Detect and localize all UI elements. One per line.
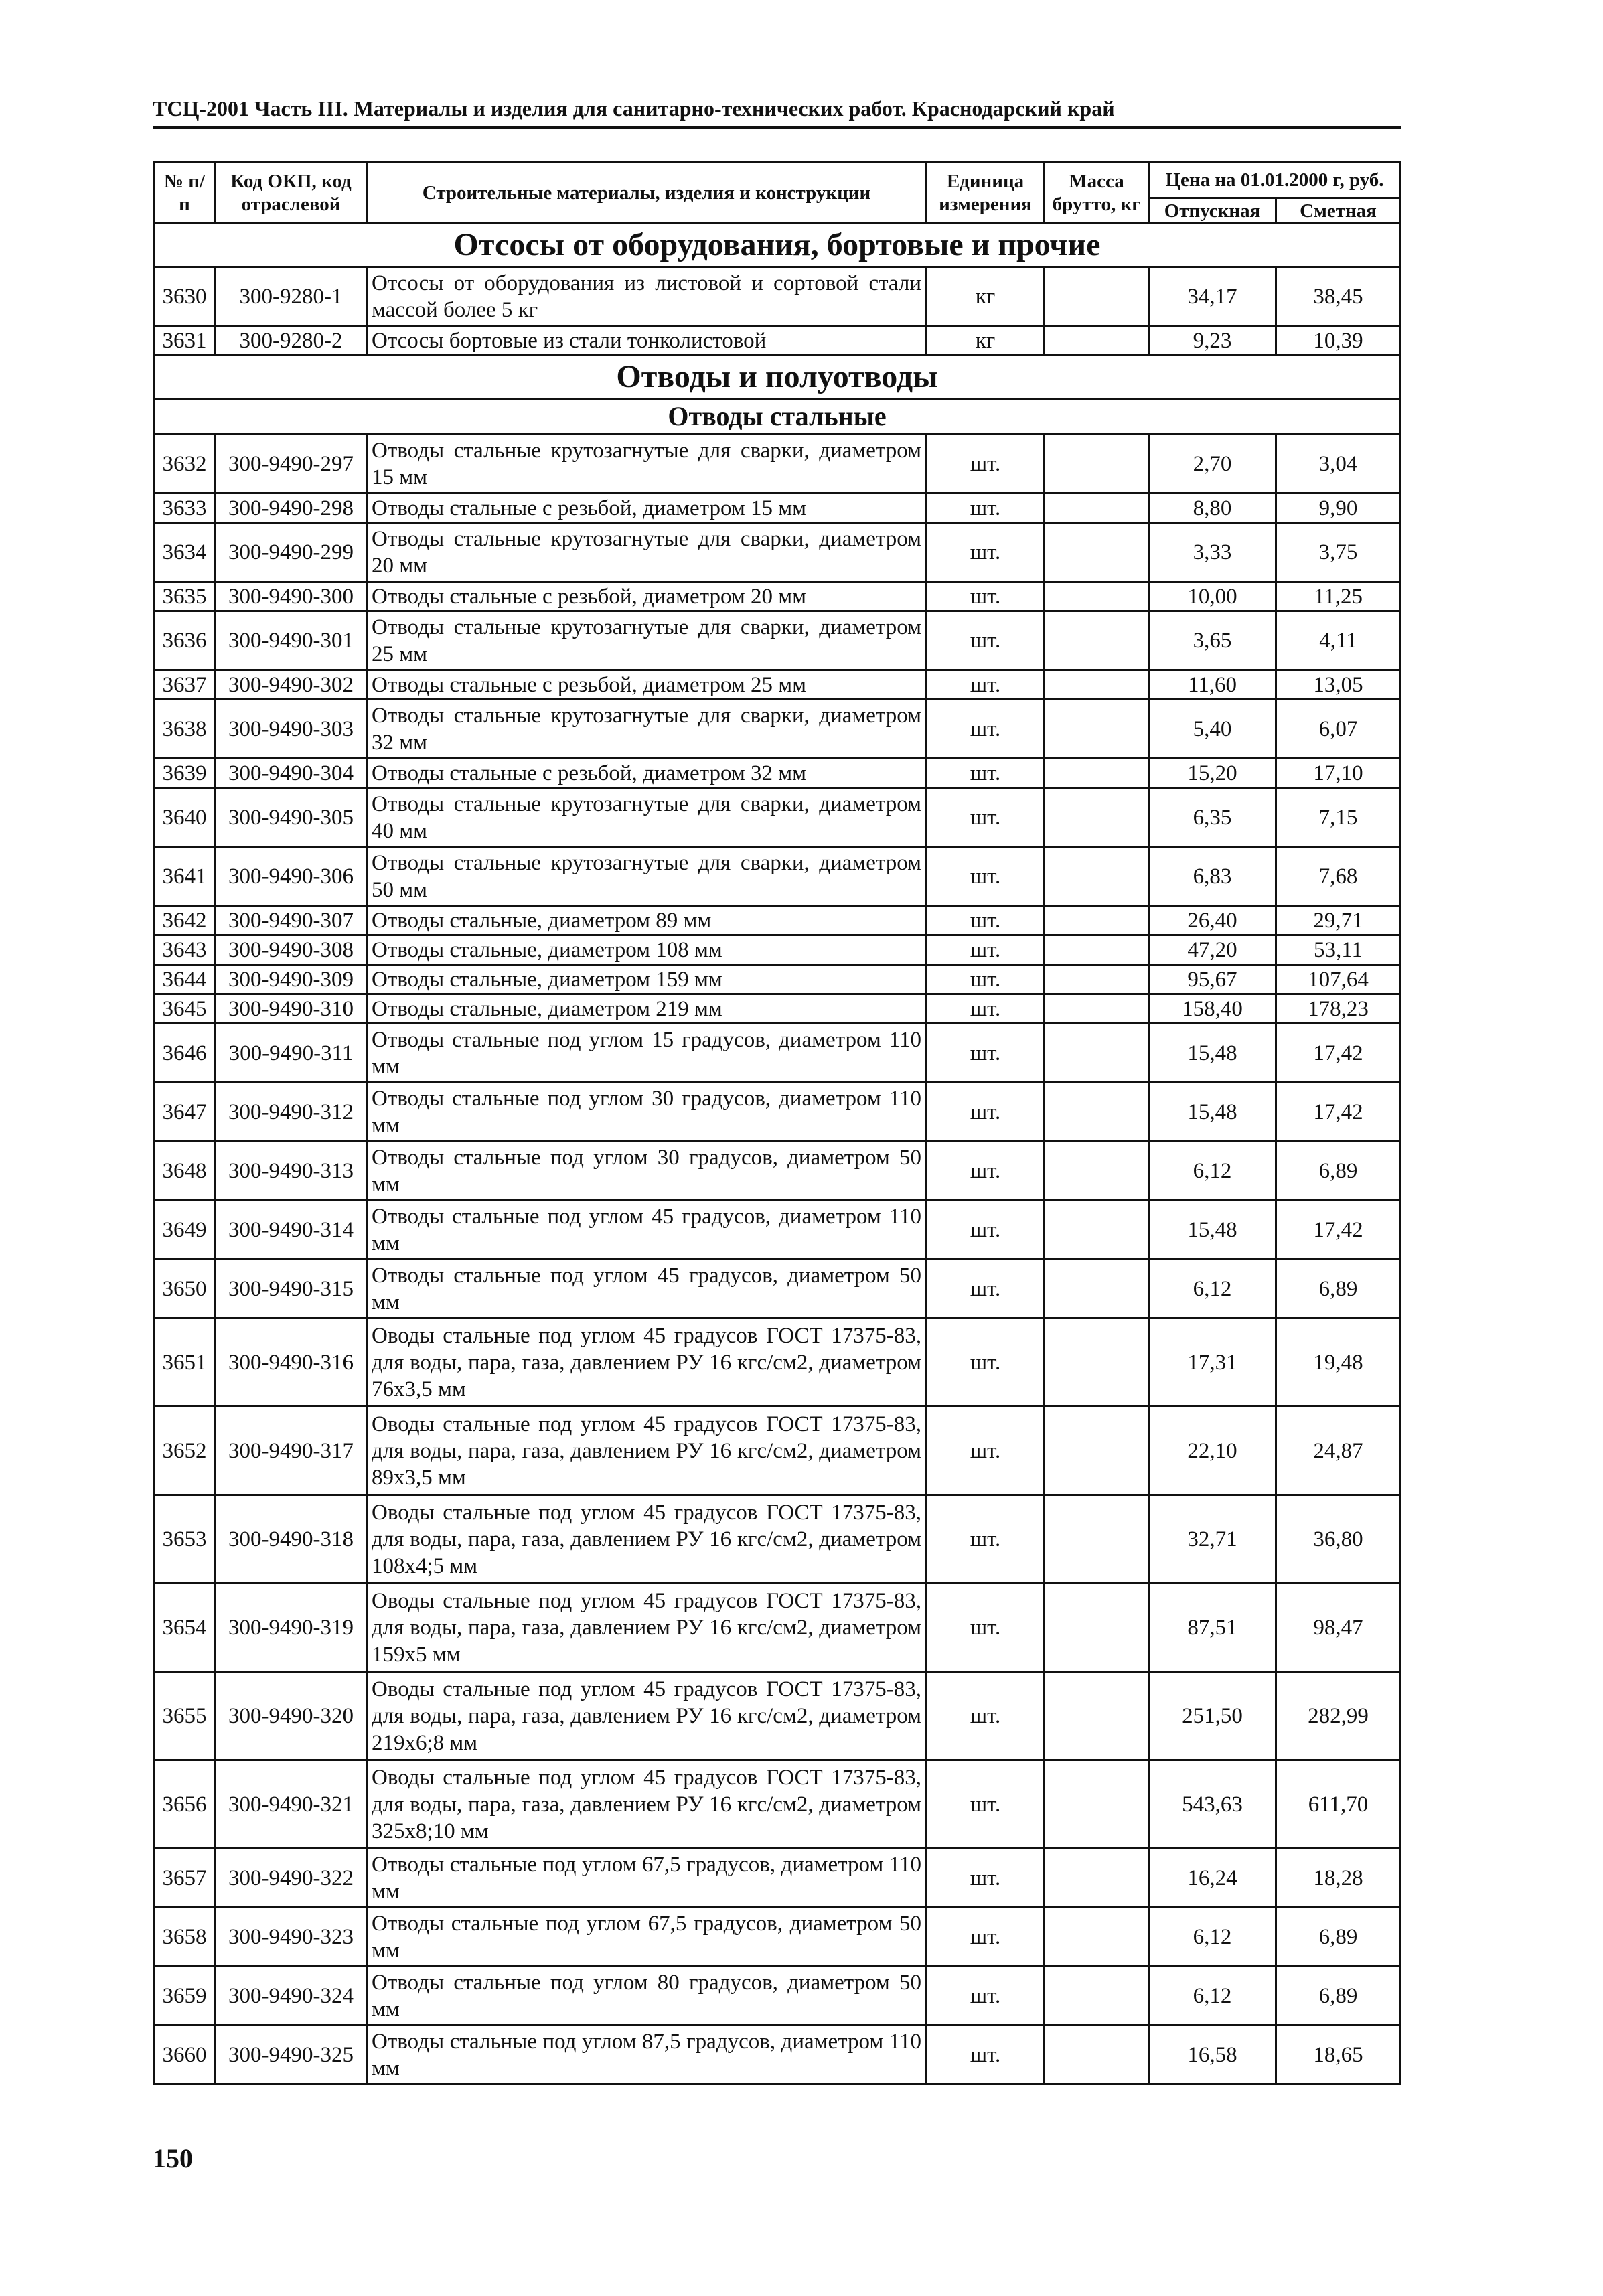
table-row — [154, 523, 1401, 582]
row-unit: шт. — [927, 493, 1045, 523]
table-row — [154, 1672, 1401, 1760]
row-price-estimate: 11,25 — [1276, 582, 1401, 611]
table-row — [154, 1201, 1401, 1259]
row-number: 3633 — [154, 493, 216, 523]
row-unit: шт. — [927, 906, 1045, 935]
row-price-release: 95,67 — [1149, 965, 1276, 994]
table-row — [154, 1142, 1401, 1201]
row-name: Оводы стальные под углом 45 градусов ГОСТ 17375-83, для воды, пара, газа, давлением РУ 16 кгс/см2, диаметром 325х8;10 мм — [367, 1760, 927, 1849]
row-mass — [1045, 611, 1149, 670]
row-unit: шт. — [927, 1849, 1045, 1908]
row-number: 3655 — [154, 1672, 216, 1760]
table-row — [154, 1584, 1401, 1672]
row-mass — [1045, 700, 1149, 759]
table-row — [154, 700, 1401, 759]
row-mass — [1045, 1672, 1149, 1760]
table-row — [154, 847, 1401, 906]
row-name: Отводы стальные крутозагнутые для сварки, диаметром 40 мм — [367, 788, 927, 847]
row-name: Отводы стальные под углом 45 градусов, диаметром 50 мм — [367, 1259, 927, 1318]
row-unit: шт. — [927, 670, 1045, 700]
row-price-estimate: 611,70 — [1276, 1760, 1401, 1849]
row-price-release: 6,12 — [1149, 1908, 1276, 1967]
row-mass — [1045, 1908, 1149, 1967]
row-price-release: 8,80 — [1149, 493, 1276, 523]
row-name: Отводы стальные под углом 67,5 градусов, диаметром 110 мм — [367, 1849, 927, 1908]
table-row — [154, 326, 1401, 356]
row-price-estimate: 4,11 — [1276, 611, 1401, 670]
row-mass — [1045, 1967, 1149, 2025]
table-row — [154, 670, 1401, 700]
row-code: 300-9490-297 — [216, 435, 367, 493]
row-code: 300-9490-324 — [216, 1967, 367, 2025]
row-unit: шт. — [927, 700, 1045, 759]
row-unit: шт. — [927, 1201, 1045, 1259]
row-unit: шт. — [927, 1142, 1045, 1201]
row-price-release: 6,12 — [1149, 1967, 1276, 2025]
section-title-otvody-row — [154, 356, 1401, 399]
row-name: Отводы стальные под углом 45 градусов, диаметром 110 мм — [367, 1201, 927, 1259]
row-price-release: 3,33 — [1149, 523, 1276, 582]
row-code: 300-9490-312 — [216, 1083, 367, 1142]
row-price-release: 2,70 — [1149, 435, 1276, 493]
row-number: 3649 — [154, 1201, 216, 1259]
row-name: Отсосы бортовые из стали тонколистовой — [367, 326, 927, 356]
row-price-estimate: 19,48 — [1276, 1318, 1401, 1407]
row-number: 3646 — [154, 1024, 216, 1083]
row-unit: шт. — [927, 1584, 1045, 1672]
row-number: 3652 — [154, 1407, 216, 1495]
row-price-estimate: 98,47 — [1276, 1584, 1401, 1672]
row-name: Отводы стальные крутозагнутые для сварки, диаметром 50 мм — [367, 847, 927, 906]
row-price-estimate: 18,28 — [1276, 1849, 1401, 1908]
row-name: Отсосы от оборудования из листовой и сортовой стали массой более 5 кг — [367, 267, 927, 326]
row-price-release: 32,71 — [1149, 1495, 1276, 1584]
table-row — [154, 1849, 1401, 1908]
subsection-title-otvody-stalnye: Отводы стальные — [154, 399, 1401, 435]
row-code: 300-9490-315 — [216, 1259, 367, 1318]
page-number: 150 — [153, 2143, 193, 2173]
row-price-release: 543,63 — [1149, 1760, 1276, 1849]
row-name: Отводы стальные с резьбой, диаметром 20 мм — [367, 582, 927, 611]
row-name: Отводы стальные крутозагнутые для сварки, диаметром 32 мм — [367, 700, 927, 759]
row-unit: шт. — [927, 582, 1045, 611]
row-unit: кг — [927, 326, 1045, 356]
col-header-price-estimate: Сметная — [1276, 198, 1401, 224]
row-unit: шт. — [927, 1967, 1045, 2025]
table-row — [154, 1760, 1401, 1849]
row-price-estimate: 107,64 — [1276, 965, 1401, 994]
row-unit: шт. — [927, 1318, 1045, 1407]
row-number: 3635 — [154, 582, 216, 611]
row-name: Отводы стальные под углом 30 градусов, диаметром 50 мм — [367, 1142, 927, 1201]
row-price-release: 6,83 — [1149, 847, 1276, 906]
row-unit: кг — [927, 267, 1045, 326]
row-code: 300-9490-300 — [216, 582, 367, 611]
table-row — [154, 1967, 1401, 2025]
table-row — [154, 611, 1401, 670]
row-price-estimate: 24,87 — [1276, 1407, 1401, 1495]
row-mass — [1045, 965, 1149, 994]
row-mass — [1045, 1024, 1149, 1083]
row-price-estimate: 282,99 — [1276, 1672, 1401, 1760]
row-name: Оводы стальные под углом 45 градусов ГОСТ 17375-83, для воды, пара, газа, давлением РУ 16 кгс/см2, диаметром 108х4;5 мм — [367, 1495, 927, 1584]
row-code: 300-9490-306 — [216, 847, 367, 906]
row-code: 300-9490-309 — [216, 965, 367, 994]
row-mass — [1045, 2025, 1149, 2084]
row-code: 300-9490-318 — [216, 1495, 367, 1584]
row-name: Отводы стальные, диаметром 219 мм — [367, 994, 927, 1024]
row-mass — [1045, 935, 1149, 965]
page-header: ТСЦ-2001 Часть III. Материалы и изделия для санитарно-технических работ. Краснодарский край — [153, 94, 1401, 129]
row-mass — [1045, 326, 1149, 356]
row-code: 300-9490-320 — [216, 1672, 367, 1760]
row-number: 3640 — [154, 788, 216, 847]
row-code: 300-9490-316 — [216, 1318, 367, 1407]
row-code: 300-9490-301 — [216, 611, 367, 670]
table-row — [154, 267, 1401, 326]
table-row — [154, 1083, 1401, 1142]
row-name: Оводы стальные под углом 45 градусов ГОСТ 17375-83, для воды, пара, газа, давлением РУ 16 кгс/см2, диаметром 76х3,5 мм — [367, 1318, 927, 1407]
materials-table — [153, 161, 1401, 2085]
col-header-mass: Масса брутто, кг — [1045, 162, 1149, 224]
row-mass — [1045, 906, 1149, 935]
row-name: Оводы стальные под углом 45 градусов ГОСТ 17375-83, для воды, пара, газа, давлением РУ 16 кгс/см2, диаметром 159х5 мм — [367, 1584, 927, 1672]
row-price-estimate: 17,42 — [1276, 1083, 1401, 1142]
row-unit: шт. — [927, 435, 1045, 493]
row-number: 3654 — [154, 1584, 216, 1672]
row-number: 3641 — [154, 847, 216, 906]
row-mass — [1045, 788, 1149, 847]
row-price-estimate: 178,23 — [1276, 994, 1401, 1024]
row-price-release: 26,40 — [1149, 906, 1276, 935]
row-price-release: 6,35 — [1149, 788, 1276, 847]
row-number: 3656 — [154, 1760, 216, 1849]
table-row — [154, 1318, 1401, 1407]
row-price-release: 6,12 — [1149, 1259, 1276, 1318]
row-unit: шт. — [927, 788, 1045, 847]
row-code: 300-9490-313 — [216, 1142, 367, 1201]
row-mass — [1045, 1407, 1149, 1495]
row-mass — [1045, 1201, 1149, 1259]
row-number: 3648 — [154, 1142, 216, 1201]
row-unit: шт. — [927, 611, 1045, 670]
row-number: 3657 — [154, 1849, 216, 1908]
table-row — [154, 1495, 1401, 1584]
row-mass — [1045, 1760, 1149, 1849]
row-price-release: 15,48 — [1149, 1024, 1276, 1083]
row-mass — [1045, 847, 1149, 906]
row-code: 300-9490-302 — [216, 670, 367, 700]
row-price-estimate: 10,39 — [1276, 326, 1401, 356]
row-unit: шт. — [927, 759, 1045, 788]
row-price-estimate: 17,10 — [1276, 759, 1401, 788]
row-name: Отводы стальные под углом 15 градусов, диаметром 110 мм — [367, 1024, 927, 1083]
row-price-estimate: 3,75 — [1276, 523, 1401, 582]
row-unit: шт. — [927, 1024, 1045, 1083]
row-name: Отводы стальные крутозагнутые для сварки, диаметром 15 мм — [367, 435, 927, 493]
row-number: 3651 — [154, 1318, 216, 1407]
row-mass — [1045, 1083, 1149, 1142]
row-code: 300-9490-325 — [216, 2025, 367, 2084]
row-number: 3631 — [154, 326, 216, 356]
table-row — [154, 1259, 1401, 1318]
row-price-estimate: 3,04 — [1276, 435, 1401, 493]
row-number: 3658 — [154, 1908, 216, 1967]
table-row — [154, 906, 1401, 935]
row-unit: шт. — [927, 1083, 1045, 1142]
row-unit: шт. — [927, 2025, 1045, 2084]
row-price-estimate: 7,68 — [1276, 847, 1401, 906]
row-mass — [1045, 493, 1149, 523]
row-code: 300-9490-304 — [216, 759, 367, 788]
row-number: 3634 — [154, 523, 216, 582]
row-code: 300-9490-311 — [216, 1024, 367, 1083]
row-unit: шт. — [927, 523, 1045, 582]
row-code: 300-9490-298 — [216, 493, 367, 523]
section-title-otvody: Отводы и полуотводы — [154, 356, 1401, 399]
row-price-release: 9,23 — [1149, 326, 1276, 356]
col-header-num: № п/п — [154, 162, 216, 224]
row-number: 3647 — [154, 1083, 216, 1142]
row-code: 300-9280-1 — [216, 267, 367, 326]
row-price-release: 34,17 — [1149, 267, 1276, 326]
row-number: 3630 — [154, 267, 216, 326]
row-number: 3639 — [154, 759, 216, 788]
row-name: Отводы стальные крутозагнутые для сварки, диаметром 20 мм — [367, 523, 927, 582]
row-unit: шт. — [927, 1407, 1045, 1495]
col-header-unit: Единица измерения — [927, 162, 1045, 224]
row-price-estimate: 6,07 — [1276, 700, 1401, 759]
col-header-code: Код ОКП, код отраслевой — [216, 162, 367, 224]
row-unit: шт. — [927, 847, 1045, 906]
row-name: Отводы стальные под углом 87,5 градусов, диаметром 110 мм — [367, 2025, 927, 2084]
row-price-release: 5,40 — [1149, 700, 1276, 759]
row-unit: шт. — [927, 1672, 1045, 1760]
row-number: 3645 — [154, 994, 216, 1024]
table-body — [154, 224, 1401, 2084]
row-price-release: 22,10 — [1149, 1407, 1276, 1495]
table-row — [154, 965, 1401, 994]
row-name: Отводы стальные с резьбой, диаметром 15 мм — [367, 493, 927, 523]
row-price-estimate: 6,89 — [1276, 1259, 1401, 1318]
table-row — [154, 1024, 1401, 1083]
row-number: 3637 — [154, 670, 216, 700]
row-number: 3638 — [154, 700, 216, 759]
row-code: 300-9490-299 — [216, 523, 367, 582]
row-unit: шт. — [927, 1259, 1045, 1318]
row-price-estimate: 18,65 — [1276, 2025, 1401, 2084]
row-number: 3632 — [154, 435, 216, 493]
section-title-otsosy-row — [154, 224, 1401, 267]
row-mass — [1045, 1495, 1149, 1584]
subsection-title-otvody-stalnye-row — [154, 399, 1401, 435]
row-mass — [1045, 1318, 1149, 1407]
row-price-release: 11,60 — [1149, 670, 1276, 700]
row-price-release: 87,51 — [1149, 1584, 1276, 1672]
row-price-estimate: 36,80 — [1276, 1495, 1401, 1584]
row-mass — [1045, 1849, 1149, 1908]
row-unit: шт. — [927, 994, 1045, 1024]
row-code: 300-9490-322 — [216, 1849, 367, 1908]
row-unit: шт. — [927, 935, 1045, 965]
row-code: 300-9490-317 — [216, 1407, 367, 1495]
row-code: 300-9490-303 — [216, 700, 367, 759]
row-mass — [1045, 1259, 1149, 1318]
row-mass — [1045, 670, 1149, 700]
row-code: 300-9490-310 — [216, 994, 367, 1024]
row-code: 300-9490-307 — [216, 906, 367, 935]
row-code: 300-9280-2 — [216, 326, 367, 356]
row-mass — [1045, 994, 1149, 1024]
row-number: 3659 — [154, 1967, 216, 2025]
row-price-release: 16,58 — [1149, 2025, 1276, 2084]
row-price-release: 15,48 — [1149, 1201, 1276, 1259]
row-price-release: 15,48 — [1149, 1083, 1276, 1142]
col-header-name: Строительные материалы, изделия и конструкции — [367, 162, 927, 224]
row-name: Отводы стальные крутозагнутые для сварки, диаметром 25 мм — [367, 611, 927, 670]
row-price-release: 6,12 — [1149, 1142, 1276, 1201]
table-row — [154, 994, 1401, 1024]
row-mass — [1045, 1142, 1149, 1201]
section-title-otsosy: Отсосы от оборудования, бортовые и прочие — [154, 224, 1401, 267]
row-name: Отводы стальные, диаметром 108 мм — [367, 935, 927, 965]
row-number: 3643 — [154, 935, 216, 965]
row-price-estimate: 17,42 — [1276, 1201, 1401, 1259]
table-row — [154, 935, 1401, 965]
row-mass — [1045, 267, 1149, 326]
row-price-estimate: 17,42 — [1276, 1024, 1401, 1083]
row-price-estimate: 6,89 — [1276, 1967, 1401, 2025]
row-number: 3653 — [154, 1495, 216, 1584]
row-mass — [1045, 523, 1149, 582]
row-price-release: 47,20 — [1149, 935, 1276, 965]
row-name: Отводы стальные, диаметром 159 мм — [367, 965, 927, 994]
row-number: 3650 — [154, 1259, 216, 1318]
row-number: 3642 — [154, 906, 216, 935]
row-name: Отводы стальные под углом 80 градусов, диаметром 50 мм — [367, 1967, 927, 2025]
row-name: Отводы стальные под углом 30 градусов, диаметром 110 мм — [367, 1083, 927, 1142]
row-name: Отводы стальные, диаметром 89 мм — [367, 906, 927, 935]
row-mass — [1045, 582, 1149, 611]
row-price-estimate: 29,71 — [1276, 906, 1401, 935]
row-name: Оводы стальные под углом 45 градусов ГОСТ 17375-83, для воды, пара, газа, давлением РУ 16 кгс/см2, диаметром 219х6;8 мм — [367, 1672, 927, 1760]
row-price-estimate: 7,15 — [1276, 788, 1401, 847]
table-row — [154, 2025, 1401, 2084]
row-unit: шт. — [927, 1495, 1045, 1584]
row-code: 300-9490-308 — [216, 935, 367, 965]
table-row — [154, 493, 1401, 523]
row-name: Отводы стальные с резьбой, диаметром 25 мм — [367, 670, 927, 700]
row-price-release: 15,20 — [1149, 759, 1276, 788]
col-header-price-group: Цена на 01.01.2000 г, руб. — [1149, 162, 1401, 198]
table-row — [154, 435, 1401, 493]
row-code: 300-9490-321 — [216, 1760, 367, 1849]
row-price-release: 17,31 — [1149, 1318, 1276, 1407]
row-price-estimate: 6,89 — [1276, 1908, 1401, 1967]
row-price-estimate: 9,90 — [1276, 493, 1401, 523]
row-unit: шт. — [927, 1760, 1045, 1849]
row-name: Отводы стальные с резьбой, диаметром 32 мм — [367, 759, 927, 788]
row-unit: шт. — [927, 965, 1045, 994]
row-number: 3644 — [154, 965, 216, 994]
row-number: 3636 — [154, 611, 216, 670]
row-price-release: 158,40 — [1149, 994, 1276, 1024]
row-code: 300-9490-305 — [216, 788, 367, 847]
row-price-estimate: 53,11 — [1276, 935, 1401, 965]
row-mass — [1045, 435, 1149, 493]
table-row — [154, 1407, 1401, 1495]
row-name: Отводы стальные под углом 67,5 градусов, диаметром 50 мм — [367, 1908, 927, 1967]
table-row — [154, 1908, 1401, 1967]
row-mass — [1045, 1584, 1149, 1672]
row-price-release: 16,24 — [1149, 1849, 1276, 1908]
row-number: 3660 — [154, 2025, 216, 2084]
row-code: 300-9490-314 — [216, 1201, 367, 1259]
table-row — [154, 759, 1401, 788]
row-mass — [1045, 759, 1149, 788]
table-row — [154, 788, 1401, 847]
row-name: Оводы стальные под углом 45 градусов ГОСТ 17375-83, для воды, пара, газа, давлением РУ 16 кгс/см2, диаметром 89х3,5 мм — [367, 1407, 927, 1495]
row-code: 300-9490-323 — [216, 1908, 367, 1967]
row-price-estimate: 13,05 — [1276, 670, 1401, 700]
col-header-price-release: Отпускная — [1149, 198, 1276, 224]
row-price-release: 251,50 — [1149, 1672, 1276, 1760]
row-price-estimate: 38,45 — [1276, 267, 1401, 326]
row-code: 300-9490-319 — [216, 1584, 367, 1672]
row-price-release: 3,65 — [1149, 611, 1276, 670]
table-row — [154, 582, 1401, 611]
row-price-release: 10,00 — [1149, 582, 1276, 611]
row-price-estimate: 6,89 — [1276, 1142, 1401, 1201]
row-unit: шт. — [927, 1908, 1045, 1967]
